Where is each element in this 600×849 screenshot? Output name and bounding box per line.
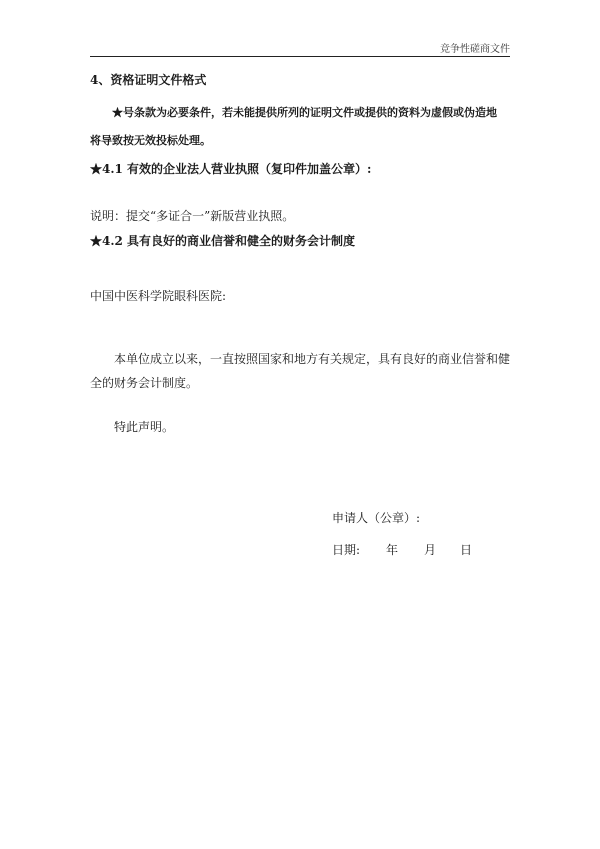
letter-body-line-2: 全的财务会计制度。	[90, 376, 199, 390]
header-divider	[90, 56, 510, 57]
item-business-license-heading: ★4.1 有效的企业法人营业执照（复印件加盖公章）:	[90, 162, 372, 176]
letter-statement: 特此声明。	[114, 420, 175, 434]
letter-body-line-1: 本单位成立以来，一直按照国家和地方有关规定，具有良好的商业信誉和健	[114, 352, 511, 366]
applicant-seal-label: 申请人（公章）:	[332, 511, 421, 525]
letter-addressee: 中国中医科学院眼科医院:	[90, 289, 227, 303]
section-title: 4、资格证明文件格式	[90, 73, 207, 87]
item-business-license-explanation: 说明：提交“多证合一”新版营业执照。	[90, 209, 295, 223]
date-day-label: 日	[460, 543, 473, 557]
requirement-note-line-2: 将导致按无效投标处理。	[90, 134, 211, 147]
requirement-note-line-1: ★号条款为必要条件，若未能提供所列的证明文件或提供的资料为虚假或伪造地	[112, 106, 497, 119]
item-credit-accounting-heading: ★4.2 具有良好的商业信誉和健全的财务会计制度	[90, 234, 356, 248]
date-label: 日期:	[332, 543, 361, 557]
date-month-label: 月	[424, 543, 437, 557]
date-year-label: 年	[386, 543, 399, 557]
document-header-title: 竞争性磋商文件	[440, 44, 510, 55]
